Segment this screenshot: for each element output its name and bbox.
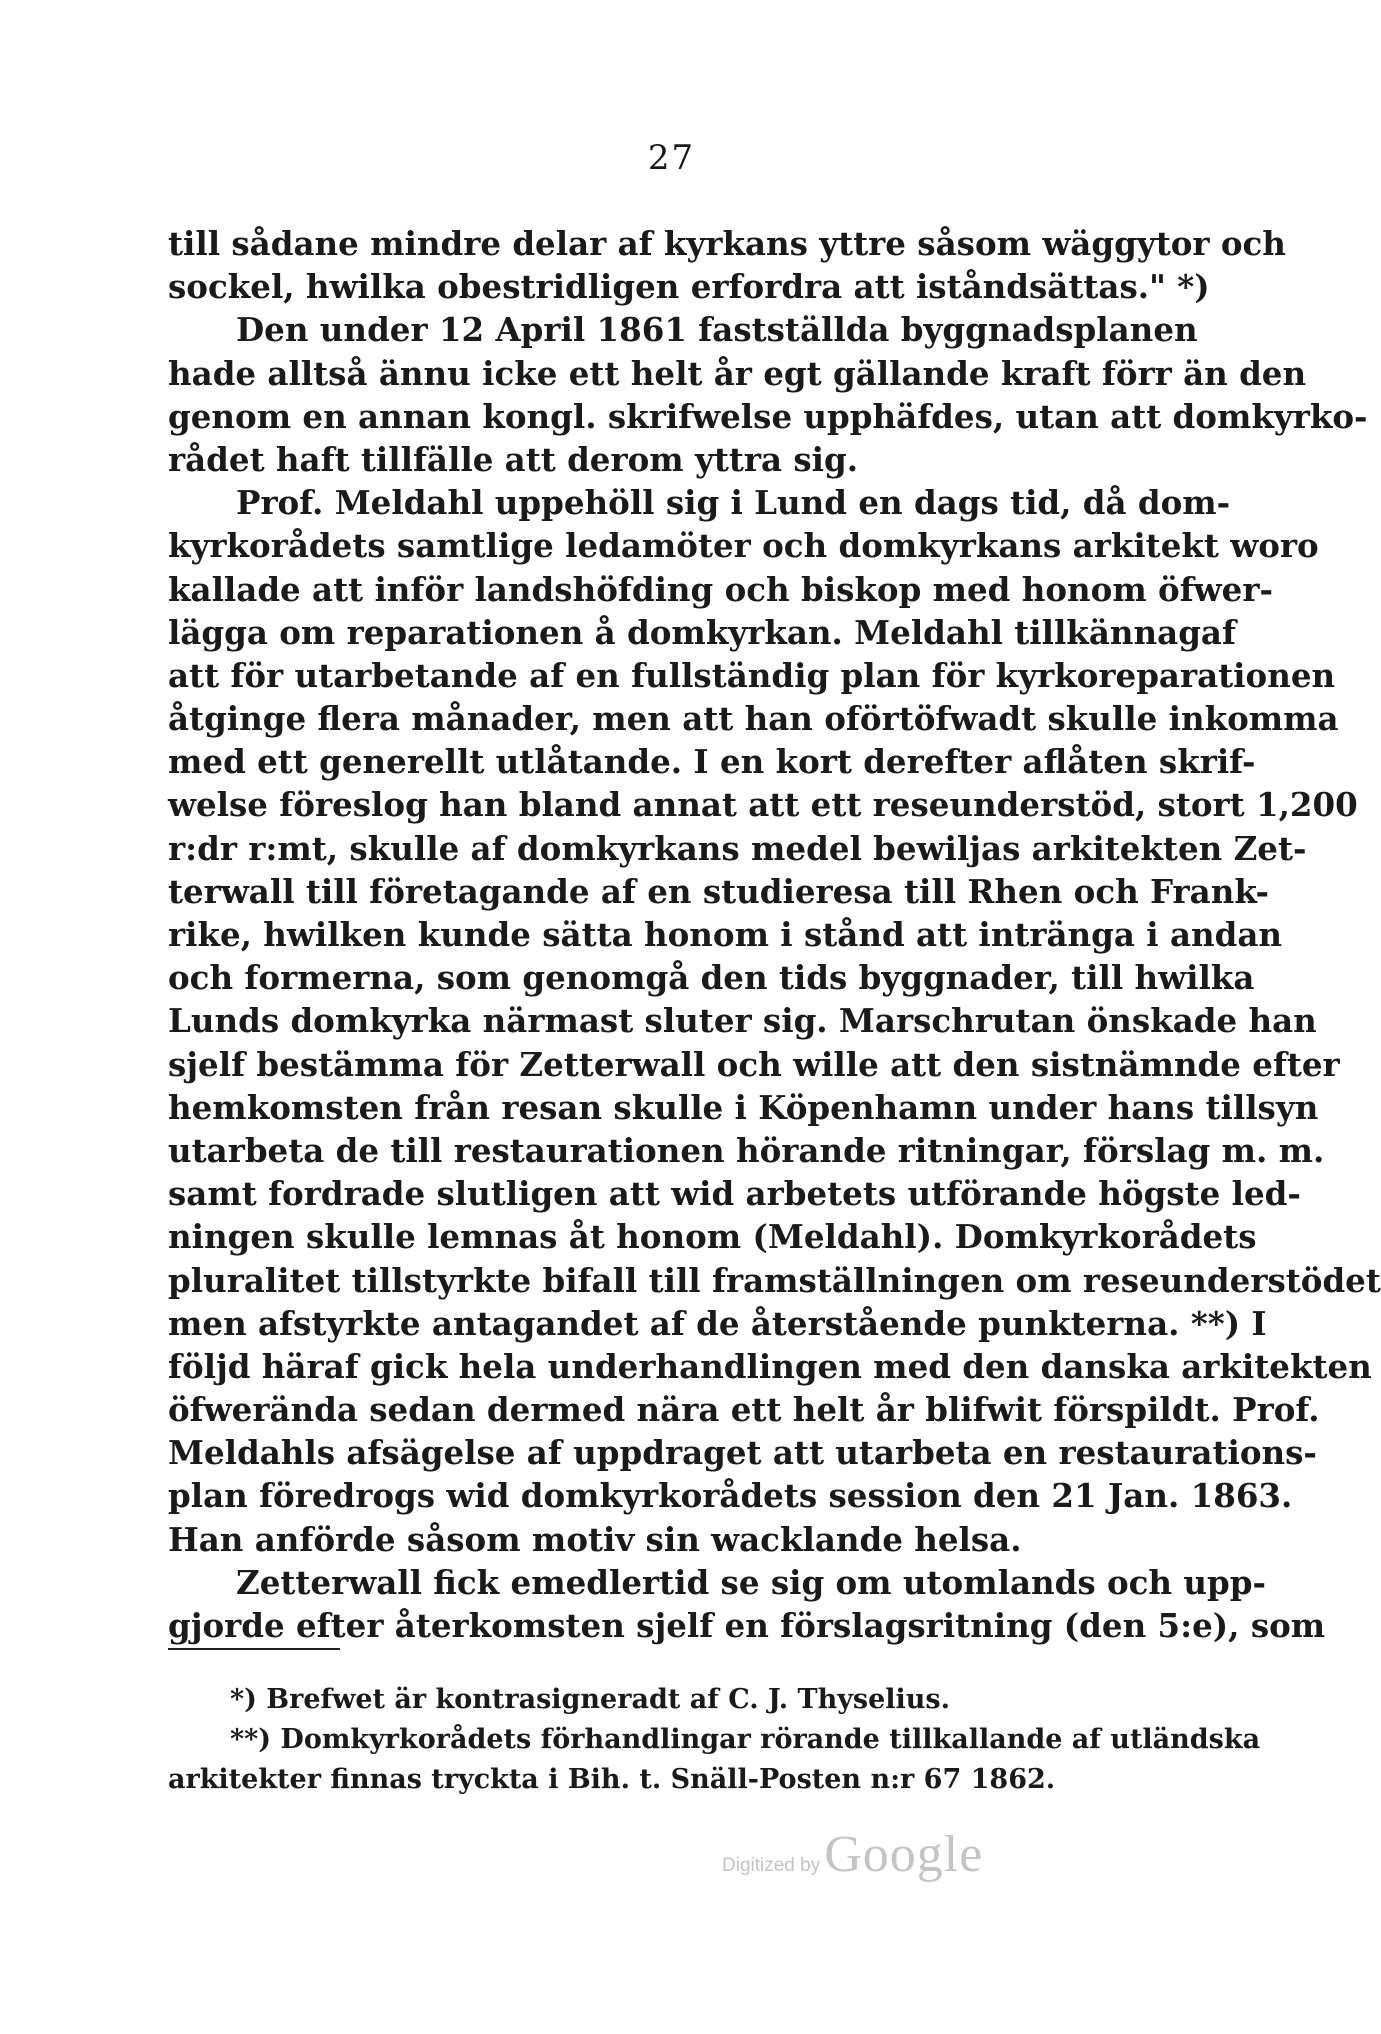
text-line: lägga om reparationen å domkyrkan. Meldahl tillkännagaf (168, 612, 1236, 652)
google-logo: Google (824, 1826, 984, 1883)
text-line: Han anförde såsom motiv sin wacklande helsa. (168, 1519, 1022, 1559)
paragraph-start-line: Den under 12 April 1861 fastställda byggnadsplanen (236, 310, 1198, 350)
text-line: gjorde efter återkomsten sjelf en förslagsritning (den 5:e), som (168, 1606, 1326, 1645)
text-line: följd häraf gick hela underhandlingen med den danska arkitekten (168, 1346, 1372, 1386)
text-line: öfwerända sedan dermed nära ett helt år blifwit förspildt. Prof. (168, 1390, 1320, 1430)
footnote-2: **) Domkyrkorådets förhandlingar rörande tillkallande af utländska (230, 1724, 1261, 1755)
text-line: till sådane mindre delar af kyrkans yttre såsom wäggytor och (168, 224, 1286, 263)
text-line: sjelf bestämma för Zetterwall och wille att den sistnämnde efter (168, 1044, 1340, 1084)
text-line: och formerna, som genomgå den tids byggnader, till hwilka (168, 958, 1255, 998)
footnote-2-continuation: arkitekter finnas tryckta i Bih. t. Snäll-Posten n:r 67 1862. (168, 1764, 1056, 1795)
paragraph-start-line: Prof. Meldahl uppehöll sig i Lund en dags tid, då dom- (236, 483, 1231, 523)
text-line: Lunds domkyrka närmast sluter sig. Marschrutan önskade han (168, 1001, 1317, 1041)
text-line: genom en annan kongl. skrifwelse upphäfdes, utan att domkyrko- (168, 396, 1368, 436)
text-line: rike, hwilken kunde sätta honom i stånd att intränga i andan (168, 915, 1283, 954)
text-line: Meldahls afsägelse af uppdraget att utarbeta en restaurations- (168, 1433, 1317, 1473)
footnote-rule (168, 1648, 340, 1650)
text-line: utarbeta de till restaurationen hörande ritningar, förslag m. m. (168, 1130, 1325, 1170)
text-line: terwall till företagande af en studieresa till Rhen och Frank- (168, 871, 1270, 911)
text-line: åtginge flera månader, men att han oförtöfwadt skulle inkomma (168, 699, 1339, 739)
text-line: ningen skulle lemnas åt honom (Meldahl). Domkyrkorådets (168, 1217, 1257, 1257)
text-line: hade alltså ännu icke ett helt år egt gällande kraft förr än den (168, 353, 1307, 393)
text-line: kyrkorådets samtlige ledamöter och domkyrkans arkitekt woro (168, 526, 1319, 566)
text-line: pluralitet tillstyrkte bifall till framställningen om reseunderstödet (168, 1260, 1381, 1300)
text-line: sockel, hwilka obestridligen erfordra att iståndsättas." *) (168, 267, 1210, 307)
text-line: r:dr r:mt, skulle af domkyrkans medel bewiljas arkitekten Zet- (168, 828, 1307, 868)
paragraph-start-line: Zetterwall fick emedlertid se sig om utomlands och upp- (236, 1562, 1266, 1602)
text-line: hemkomsten från resan skulle i Köpenhamn under hans tillsyn (168, 1087, 1319, 1127)
watermark-prefix: Digitized by (722, 1855, 821, 1876)
body-text (168, 222, 1381, 1647)
text-line: men afstyrkte antagandet af de återstående punkterna. **) I (168, 1303, 1267, 1343)
text-line: plan föredrogs wid domkyrkorådets session den 21 Jan. 1863. (168, 1476, 1293, 1516)
text-line: kallade att inför landshöfding och biskop med honom öfwer- (168, 569, 1273, 609)
digitized-by-google-watermark (722, 1825, 983, 1905)
text-line: samt fordrade slutligen att wid arbetets utförande högste led- (168, 1174, 1301, 1214)
footnotes (168, 1680, 1261, 1800)
text-line: med ett generellt utlåtande. I en kort derefter aflåten skrif- (168, 742, 1256, 782)
text-line: att för utarbetande af en fullständig plan för kyrkoreparationen (168, 655, 1336, 695)
page-number: 27 (647, 138, 696, 178)
text-line: rådet haft tillfälle att derom yttra sig. (168, 439, 859, 479)
text-line: welse föreslog han bland annat att ett reseunderstöd, stort 1,200 (168, 785, 1358, 825)
footnote-1: *) Brefwet är kontrasigneradt af C. J. Thyselius. (230, 1684, 951, 1715)
